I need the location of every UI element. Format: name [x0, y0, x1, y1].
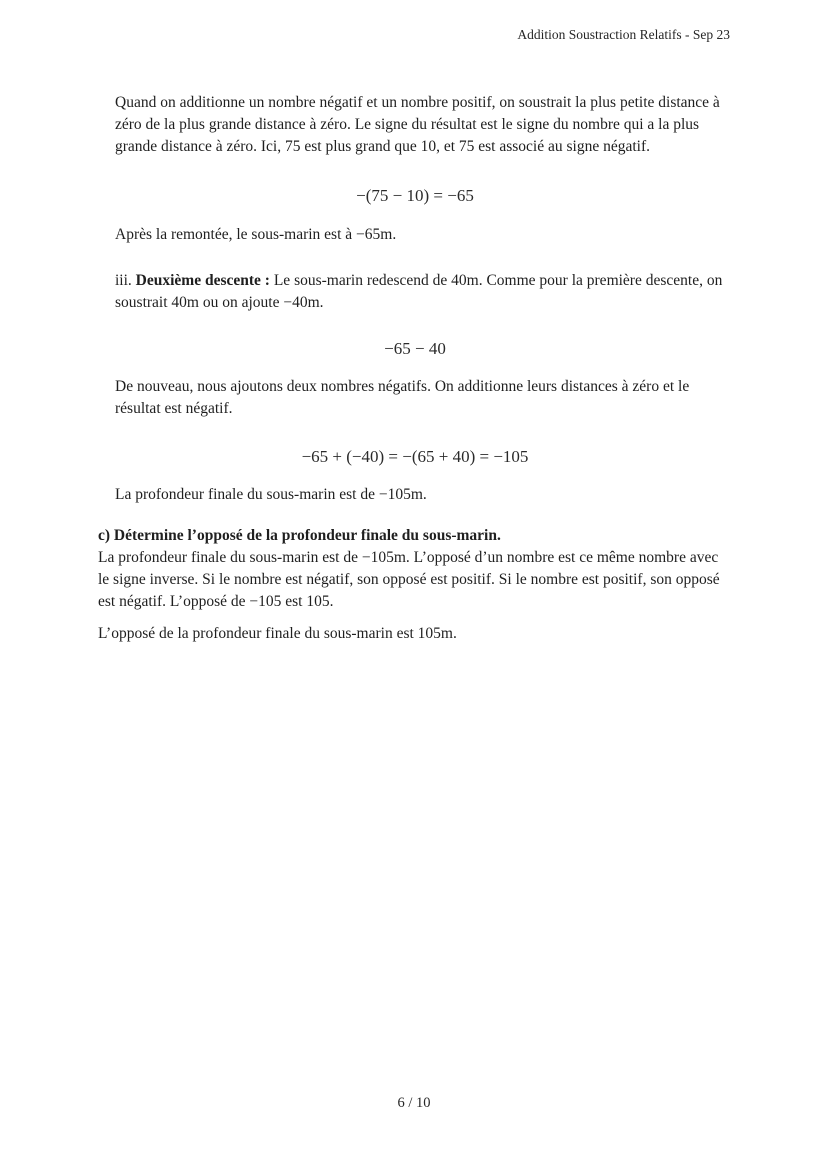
heading-question-c: c) Détermine l’opposé de la profondeur finale du sous-marin.: [98, 527, 501, 544]
paragraph-oppose-explication: La profondeur finale du sous-marin est de −105m. L’opposé d’un nombre est ce même nombre avec le signe inverse. Si le nombre est négatif, son opposé est positif. Si le nombre est positif, son opposé est négatif. L’opposé de −105 est 105.: [98, 549, 720, 610]
paragraph-oppose-conclusion: L’opposé de la profondeur finale du sous-marin est 105m.: [98, 625, 457, 642]
paragraph-addition-rule: Quand on additionne un nombre négatif et un nombre positif, on soustrait la plus petite distance à zéro de la plus grande distance à zéro. Le signe du résultat est le signe du nombre qui a la plus grande distance à zéro. Ici, 75 est plus grand que 10, et 75 est associé au signe négatif.: [115, 94, 720, 155]
page-header-title: Addition Soustraction Relatifs - Sep 23: [517, 27, 730, 42]
page-number-indicator: 6 / 10: [397, 1095, 431, 1111]
equation-soustraction: −65 − 40: [384, 339, 446, 358]
item-iii-text: Le sous-marin redescend de 40m. Comme pour la première descente, on soustrait 40m ou on ajoute −40m.: [115, 272, 723, 311]
paragraph-item-iii: [115, 270, 738, 314]
item-iii-title: Deuxième descente :: [135, 272, 270, 289]
item-iii-marker: iii.: [115, 272, 136, 289]
equation-resultat: −65 + (−40) = −(65 + 40) = −105: [301, 447, 529, 466]
page-content: [98, 43, 732, 645]
equation-first-descente: −(75 − 10) = −65: [356, 186, 474, 205]
paragraph-remontee: Après la remontée, le sous-marin est à −65m.: [115, 226, 397, 243]
paragraph-profondeur-finale: La profondeur finale du sous-marin est de −105m.: [115, 486, 427, 503]
paragraph-de-nouveau: De nouveau, nous ajoutons deux nombres négatifs. On additionne leurs distances à zéro et le résultat est négatif.: [115, 378, 690, 417]
